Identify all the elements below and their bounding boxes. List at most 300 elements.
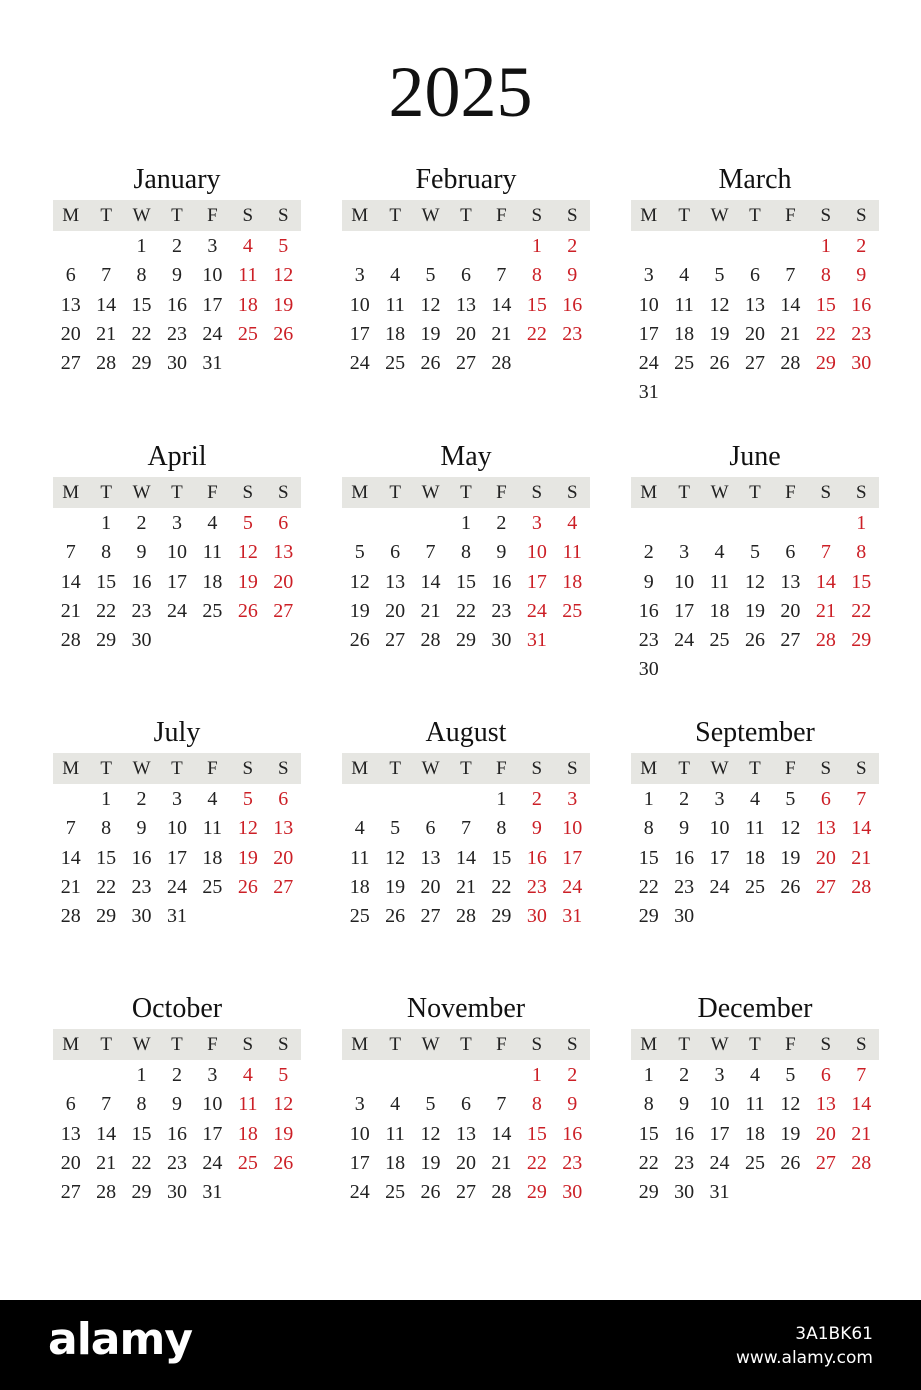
day: 8 <box>101 817 112 840</box>
day: 20 <box>815 1122 836 1145</box>
day: 21 <box>60 599 81 622</box>
day: 13 <box>273 541 294 564</box>
day: 28 <box>60 905 81 928</box>
week-row <box>342 814 590 843</box>
week-row <box>53 597 301 626</box>
weekday-label: S <box>855 482 867 503</box>
day: 10 <box>202 1093 223 1116</box>
week-row <box>631 1178 879 1207</box>
day: 8 <box>643 1093 654 1116</box>
day: 2 <box>171 235 182 257</box>
day: 25 <box>385 352 406 375</box>
weekday-label: W <box>421 205 440 226</box>
day: 3 <box>354 264 365 287</box>
day: 22 <box>851 599 872 622</box>
day: 2 <box>171 1064 182 1086</box>
day: 10 <box>709 817 730 840</box>
weekday-label: M <box>62 1034 80 1055</box>
weekday-label: S <box>531 758 543 779</box>
day: 23 <box>166 322 187 345</box>
day: 12 <box>744 570 765 593</box>
weekday-label: T <box>171 758 183 779</box>
day: 20 <box>815 846 836 869</box>
day: 10 <box>349 1122 370 1145</box>
day: 25 <box>237 1151 258 1174</box>
day: 28 <box>851 1151 872 1174</box>
day: 3 <box>207 235 218 257</box>
weekday-label: T <box>100 758 112 779</box>
empty-day <box>159 626 194 655</box>
empty-day <box>702 232 737 261</box>
day-grid <box>342 785 590 931</box>
week-row <box>53 349 301 378</box>
day: 18 <box>349 875 370 898</box>
weekday-label: F <box>496 482 507 503</box>
day: 21 <box>851 1122 872 1145</box>
weekday-label: T <box>100 205 112 226</box>
day: 12 <box>237 817 258 840</box>
day: 11 <box>745 1093 765 1116</box>
day: 30 <box>166 1181 187 1204</box>
month-name: June <box>729 441 781 472</box>
day: 2 <box>136 512 147 534</box>
day: 6 <box>820 788 831 810</box>
weekday-label: M <box>351 205 369 226</box>
day: 27 <box>420 905 441 928</box>
week-row <box>53 1120 301 1149</box>
day: 24 <box>349 1181 370 1204</box>
empty-day <box>484 232 519 261</box>
day: 24 <box>674 629 695 652</box>
weekday-label: W <box>710 205 729 226</box>
day: 18 <box>744 1122 765 1145</box>
day: 1 <box>531 235 542 257</box>
day: 13 <box>420 846 441 869</box>
month-may <box>342 437 590 655</box>
day: 11 <box>745 817 765 840</box>
weekday-header <box>342 1029 590 1060</box>
day: 7 <box>856 1064 867 1086</box>
day: 27 <box>60 1181 81 1204</box>
day: 20 <box>455 1151 476 1174</box>
day: 20 <box>420 875 441 898</box>
day-grid <box>631 509 879 685</box>
day: 6 <box>460 1093 471 1116</box>
day: 21 <box>491 1151 512 1174</box>
day: 31 <box>709 1181 730 1204</box>
week-row <box>342 568 590 597</box>
weekday-label: S <box>531 205 543 226</box>
day-grid <box>631 1061 879 1207</box>
weekday-label: F <box>207 1034 218 1055</box>
day: 17 <box>202 293 223 316</box>
day: 24 <box>349 352 370 375</box>
day: 15 <box>851 570 872 593</box>
empty-day <box>519 349 554 378</box>
day: 29 <box>131 352 152 375</box>
week-row <box>53 291 301 320</box>
day: 26 <box>385 905 406 928</box>
weekday-label: S <box>277 482 289 503</box>
day: 12 <box>420 1122 441 1145</box>
empty-day <box>342 232 377 261</box>
day: 30 <box>526 905 547 928</box>
day: 5 <box>390 817 401 840</box>
week-row <box>342 349 590 378</box>
weekday-label: T <box>678 758 690 779</box>
day: 10 <box>349 293 370 316</box>
site-url: www.alamy.com <box>735 1348 873 1368</box>
week-row <box>631 1120 879 1149</box>
empty-day <box>377 509 412 538</box>
empty-day <box>448 1061 483 1090</box>
day: 23 <box>131 599 152 622</box>
weekday-label: T <box>171 1034 183 1055</box>
day: 8 <box>531 264 542 287</box>
day: 22 <box>526 322 547 345</box>
day: 19 <box>237 846 258 869</box>
day: 17 <box>674 599 695 622</box>
day: 18 <box>674 322 695 345</box>
weekday-label: T <box>460 758 472 779</box>
day: 15 <box>638 1122 659 1145</box>
day: 14 <box>420 570 441 593</box>
empty-day <box>266 1178 301 1207</box>
week-row <box>631 626 879 655</box>
day: 8 <box>531 1093 542 1116</box>
empty-day <box>230 349 265 378</box>
day: 6 <box>65 1093 76 1116</box>
empty-day <box>448 232 483 261</box>
day: 30 <box>491 629 512 652</box>
weekday-label: S <box>531 1034 543 1055</box>
day: 1 <box>643 1064 654 1086</box>
day: 20 <box>455 322 476 345</box>
day: 4 <box>567 512 578 534</box>
day: 26 <box>420 352 441 375</box>
empty-day <box>266 349 301 378</box>
day: 23 <box>674 875 695 898</box>
empty-day <box>631 232 666 261</box>
day: 28 <box>491 352 512 375</box>
empty-day <box>773 902 808 931</box>
week-row <box>53 232 301 261</box>
day: 11 <box>202 817 223 840</box>
day: 29 <box>638 905 659 928</box>
day: 8 <box>136 1093 147 1116</box>
weekday-header <box>342 753 590 784</box>
day: 3 <box>567 788 578 810</box>
empty-day <box>773 655 808 684</box>
day: 1 <box>531 1064 542 1086</box>
month-january <box>53 160 301 378</box>
day: 18 <box>385 1151 406 1174</box>
empty-day <box>266 626 301 655</box>
day: 20 <box>273 846 294 869</box>
day: 24 <box>526 599 547 622</box>
day: 1 <box>460 512 471 534</box>
weekday-label: S <box>855 758 867 779</box>
month-name: August <box>425 717 507 748</box>
empty-day <box>737 378 772 407</box>
day: 22 <box>96 599 117 622</box>
empty-day <box>448 785 483 814</box>
day: 7 <box>496 264 507 287</box>
day: 1 <box>643 788 654 810</box>
empty-day <box>702 655 737 684</box>
day: 25 <box>202 875 223 898</box>
day: 10 <box>166 817 187 840</box>
day: 14 <box>851 817 872 840</box>
day: 12 <box>273 1093 294 1116</box>
week-row <box>342 1090 590 1119</box>
empty-day <box>808 655 843 684</box>
empty-day <box>342 1061 377 1090</box>
weekday-label: M <box>640 1034 658 1055</box>
day: 5 <box>785 788 796 810</box>
weekday-label: T <box>100 1034 112 1055</box>
day: 21 <box>96 322 117 345</box>
day: 26 <box>780 875 801 898</box>
empty-day <box>195 626 230 655</box>
day: 25 <box>709 629 730 652</box>
day: 11 <box>238 264 258 287</box>
day: 3 <box>679 541 690 564</box>
month-december <box>631 989 879 1207</box>
day: 23 <box>562 322 583 345</box>
empty-day <box>266 902 301 931</box>
day: 5 <box>425 1093 436 1116</box>
day: 16 <box>166 293 187 316</box>
empty-day <box>666 378 701 407</box>
day-grid <box>631 785 879 931</box>
day: 16 <box>851 293 872 316</box>
day-grid <box>53 509 301 655</box>
day: 25 <box>744 1151 765 1174</box>
day: 19 <box>780 846 801 869</box>
day: 16 <box>674 1122 695 1145</box>
day: 22 <box>491 875 512 898</box>
day: 14 <box>60 570 81 593</box>
day: 17 <box>526 570 547 593</box>
day: 15 <box>638 846 659 869</box>
weekday-label: S <box>820 482 832 503</box>
day: 12 <box>420 293 441 316</box>
empty-day <box>702 509 737 538</box>
week-row <box>342 597 590 626</box>
day: 15 <box>526 1122 547 1145</box>
day: 14 <box>491 293 512 316</box>
day: 9 <box>531 817 542 840</box>
day: 31 <box>562 905 583 928</box>
weekday-label: S <box>531 482 543 503</box>
day: 30 <box>166 352 187 375</box>
day: 6 <box>820 1064 831 1086</box>
day: 6 <box>390 541 401 564</box>
weekday-label: M <box>62 482 80 503</box>
day: 24 <box>202 322 223 345</box>
day: 20 <box>273 570 294 593</box>
day: 7 <box>460 817 471 840</box>
day: 8 <box>643 817 654 840</box>
weekday-label: S <box>855 205 867 226</box>
week-row <box>342 509 590 538</box>
day: 16 <box>562 1122 583 1145</box>
weekday-label: S <box>242 205 254 226</box>
day: 30 <box>674 905 695 928</box>
day: 4 <box>749 788 760 810</box>
day: 23 <box>674 1151 695 1174</box>
week-row <box>631 1061 879 1090</box>
week-row <box>631 814 879 843</box>
day: 5 <box>242 512 253 534</box>
weekday-label: S <box>566 482 578 503</box>
day: 16 <box>131 846 152 869</box>
weekday-label: F <box>785 1034 796 1055</box>
day: 29 <box>96 905 117 928</box>
day: 21 <box>780 322 801 345</box>
empty-day <box>53 232 88 261</box>
day: 16 <box>562 293 583 316</box>
day: 19 <box>709 322 730 345</box>
day: 10 <box>638 293 659 316</box>
day: 3 <box>714 788 725 810</box>
day: 3 <box>531 512 542 534</box>
year-title: 2025 <box>388 52 533 132</box>
weekday-label: F <box>207 758 218 779</box>
weekday-label: S <box>242 1034 254 1055</box>
empty-day <box>484 1061 519 1090</box>
day: 23 <box>526 875 547 898</box>
day: 22 <box>526 1151 547 1174</box>
day: 16 <box>491 570 512 593</box>
day: 6 <box>278 512 289 534</box>
week-row <box>342 291 590 320</box>
day: 24 <box>166 875 187 898</box>
day: 16 <box>166 1122 187 1145</box>
day: 4 <box>714 541 725 564</box>
day: 4 <box>679 264 690 287</box>
empty-day <box>555 626 590 655</box>
day: 13 <box>780 570 801 593</box>
day: 13 <box>60 1122 81 1145</box>
weekday-label: M <box>640 205 658 226</box>
week-row <box>342 261 590 290</box>
day: 9 <box>496 541 507 564</box>
day: 25 <box>562 599 583 622</box>
day: 6 <box>460 264 471 287</box>
week-row <box>53 814 301 843</box>
day: 10 <box>526 541 547 564</box>
week-row <box>53 1090 301 1119</box>
weekday-label: F <box>785 205 796 226</box>
weekday-label: W <box>421 1034 440 1055</box>
weekday-label: T <box>460 205 472 226</box>
day: 4 <box>242 235 253 257</box>
day: 7 <box>496 1093 507 1116</box>
week-row <box>631 378 879 407</box>
day: 15 <box>96 570 117 593</box>
day: 15 <box>526 293 547 316</box>
day: 31 <box>202 352 223 375</box>
week-row <box>342 538 590 567</box>
weekday-label: T <box>460 1034 472 1055</box>
empty-day <box>702 902 737 931</box>
day: 2 <box>531 788 542 810</box>
day: 19 <box>385 875 406 898</box>
day: 8 <box>101 541 112 564</box>
weekday-label: F <box>496 758 507 779</box>
day: 30 <box>562 1181 583 1204</box>
day: 11 <box>238 1093 258 1116</box>
day: 15 <box>131 293 152 316</box>
empty-day <box>377 1061 412 1090</box>
day: 17 <box>709 846 730 869</box>
day-grid <box>342 232 590 378</box>
day: 6 <box>425 817 436 840</box>
day: 1 <box>136 1064 147 1086</box>
month-august <box>342 713 590 931</box>
day: 16 <box>674 846 695 869</box>
day: 1 <box>136 235 147 257</box>
empty-day <box>53 1061 88 1090</box>
week-row <box>631 568 879 597</box>
week-row <box>53 1149 301 1178</box>
day: 4 <box>749 1064 760 1086</box>
day: 14 <box>815 570 836 593</box>
day: 25 <box>744 875 765 898</box>
day: 2 <box>856 235 867 257</box>
empty-day <box>737 1178 772 1207</box>
day: 14 <box>780 293 801 316</box>
day: 19 <box>420 1151 441 1174</box>
weekday-label: W <box>132 482 151 503</box>
weekday-header <box>53 753 301 784</box>
day: 17 <box>166 846 187 869</box>
day: 12 <box>237 541 258 564</box>
day: 17 <box>709 1122 730 1145</box>
day: 25 <box>237 322 258 345</box>
day: 28 <box>491 1181 512 1204</box>
day: 5 <box>278 235 289 257</box>
month-name: July <box>153 717 201 748</box>
day: 3 <box>354 1093 365 1116</box>
weekday-label: F <box>785 758 796 779</box>
day: 30 <box>131 629 152 652</box>
day: 2 <box>679 788 690 810</box>
day: 6 <box>785 541 796 564</box>
day: 17 <box>202 1122 223 1145</box>
weekday-label: T <box>749 205 761 226</box>
weekday-label: M <box>640 758 658 779</box>
week-row <box>631 320 879 349</box>
week-row <box>342 1149 590 1178</box>
day: 23 <box>491 599 512 622</box>
empty-day <box>53 785 88 814</box>
day: 27 <box>815 875 836 898</box>
week-row <box>631 349 879 378</box>
day: 8 <box>820 264 831 287</box>
week-row <box>342 1061 590 1090</box>
day: 20 <box>385 599 406 622</box>
empty-day <box>666 509 701 538</box>
day: 20 <box>780 599 801 622</box>
week-row <box>53 626 301 655</box>
week-row <box>631 655 879 684</box>
day: 9 <box>171 264 182 287</box>
day: 12 <box>385 846 406 869</box>
weekday-label: T <box>678 482 690 503</box>
